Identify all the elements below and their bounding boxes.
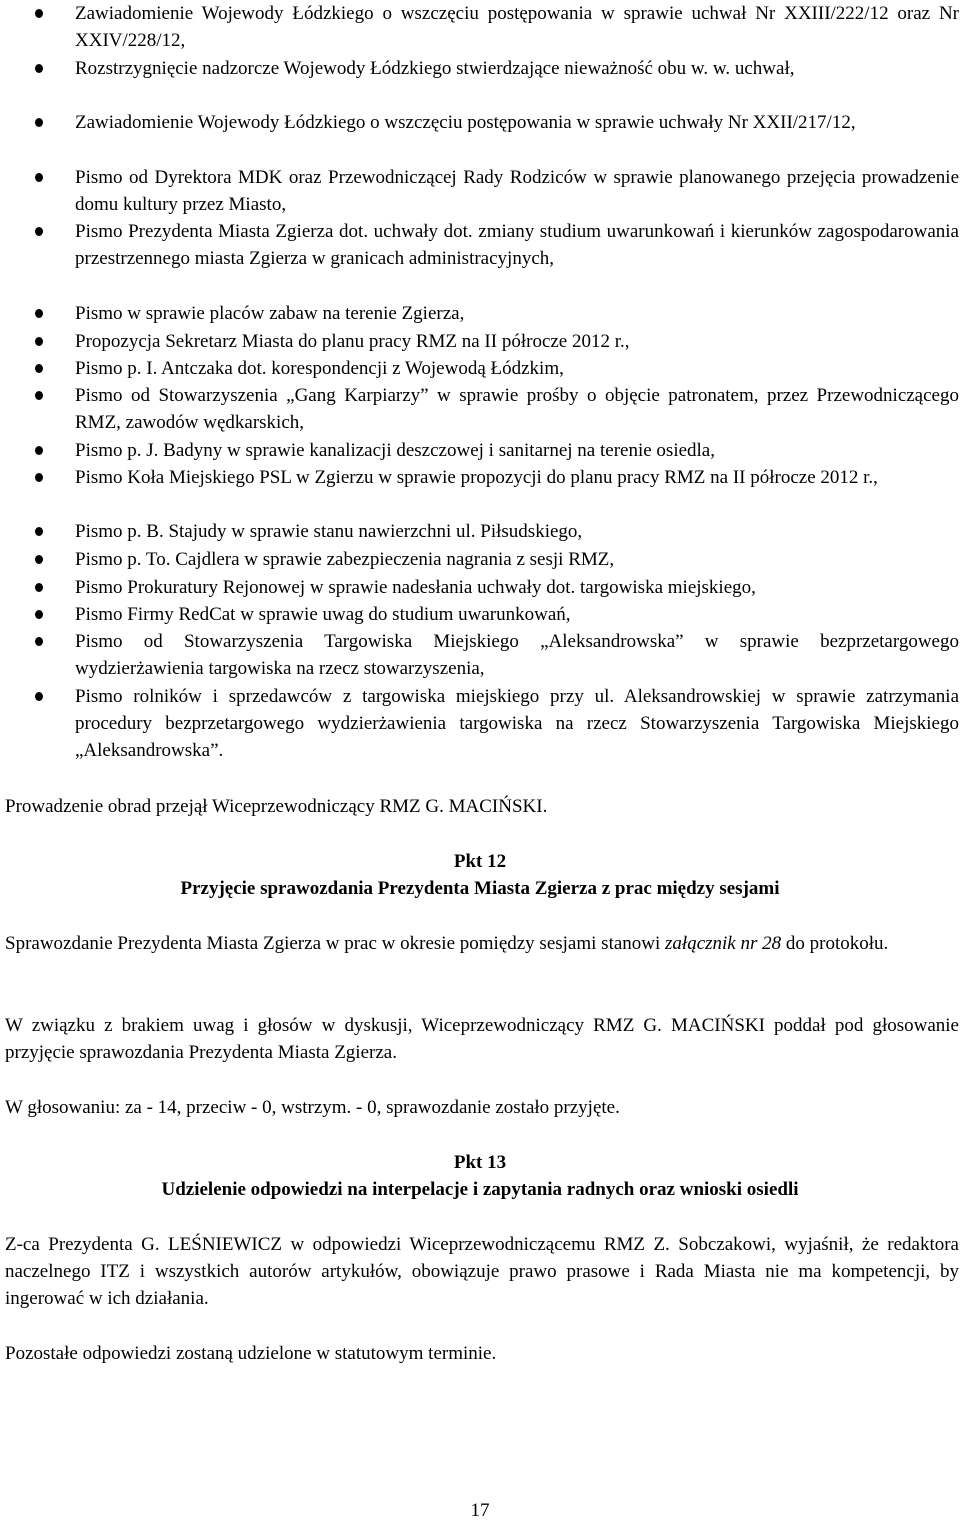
bullet-icon (35, 527, 43, 536)
report-text-end: do protokołu. (781, 933, 889, 954)
page-number: 17 (470, 1500, 490, 1521)
list-item: Pismo p. I. Antczaka dot. korespondencji z Wojewodą Łódzkim, (75, 355, 959, 382)
bullet-icon (35, 583, 43, 592)
list-item: Pismo p. To. Cajdlera w sprawie zabezpieczenia nagrania z sesji RMZ, (75, 546, 959, 573)
bullet-icon (35, 64, 43, 73)
list-item: Pismo p. J. Badyny w sprawie kanalizacji deszczowej i sanitarnej na terenie osiedla, (75, 437, 959, 464)
bullet-icon (35, 637, 43, 646)
bullet-icon (35, 555, 43, 564)
list-item: Pismo od Dyrektora MDK oraz Przewodniczącej Rady Rodziców w sprawie planowanego przejęcia prowadzenie domu kultury przez Miasto, (75, 164, 959, 218)
other-answers-paragraph: Pozostałe odpowiedzi zostaną udzielone w statutowym terminie. (5, 1343, 497, 1364)
pkt12-number: Pkt 12 (453, 851, 507, 872)
pkt12-title: Przyjęcie sprawozdania Prezydenta Miasta Zgierza z prac między sesjami (180, 878, 780, 899)
bullet-icon (35, 227, 43, 236)
vote-intro-paragraph: W związku z brakiem uwag i głosów w dyskusji, Wiceprzewodniczący RMZ G. MACIŃSKI poddał pod głosowanie przyjęcie sprawozdania Prezydenta Miasta Zgierza. (5, 1015, 959, 1063)
list-item: Pismo p. B. Stajudy w sprawie stanu nawierzchni ul. Piłsudskiego, (75, 518, 959, 545)
list-item: Pismo Prokuratury Rejonowej w sprawie nadesłania uchwały dot. targowiska miejskiego, (75, 574, 959, 601)
bullet-icon (35, 309, 43, 318)
answer-paragraph: Z-ca Prezydenta G. LEŚNIEWICZ w odpowiedzi Wiceprzewodniczącemu RMZ Z. Sobczakowi, wyjaśnił, że redaktora naczelnego ITZ i wszystkich autorów artykułów, obowiązuje prawo prasowe i Rada Miasta nie ma kompetencji, by ingerować w ich działania. (5, 1234, 959, 1309)
list-item: Pismo od Stowarzyszenia „Gang Karpiarzy” w sprawie prośby o objęcie patronatem, przez Przewodniczącego RMZ, zawodów wędkarskich, (75, 382, 959, 436)
chair-change-paragraph: Prowadzenie obrad przejął Wiceprzewodniczący RMZ G. MACIŃSKI. (5, 796, 548, 817)
list-item: Zawiadomienie Wojewody Łódzkiego o wszczęciu postępowania w sprawie uchwał Nr XXIII/222/12 oraz Nr XXIV/228/12, (75, 0, 959, 54)
bullet-icon (35, 391, 43, 400)
bullet-icon (35, 118, 43, 127)
bullet-icon (35, 337, 43, 346)
list-item: Pismo Firmy RedCat w sprawie uwag do studium uwarunkowań, (75, 601, 959, 628)
bullet-icon (35, 364, 43, 373)
list-item: Pismo w sprawie placów zabaw na terenie Zgierza, (75, 300, 959, 327)
list-item: Pismo od Stowarzyszenia Targowiska Miejskiego „Aleksandrowska” w sprawie bezprzetargowego wydzierżawienia targowiska na rzecz stowarzyszenia, (75, 628, 959, 682)
list-item: Pismo Prezydenta Miasta Zgierza dot. uchwały dot. zmiany studium uwarunkowań i kierunków zagospodarowania przestrzennego miasta Zgierza w granicach administracyjnych, (75, 218, 959, 272)
pkt13-number: Pkt 13 (453, 1152, 507, 1173)
list-item: Zawiadomienie Wojewody Łódzkiego o wszczęciu postępowania w sprawie uchwały Nr XXII/217/12, (75, 109, 959, 136)
bullet-icon (35, 9, 43, 18)
vote-result-paragraph: W głosowaniu: za - 14, przeciw - 0, wstrzym. - 0, sprawozdanie zostało przyjęte. (5, 1097, 620, 1118)
bullet-icon (35, 446, 43, 455)
list-item: Pismo rolników i sprzedawców z targowiska miejskiego przy ul. Aleksandrowskiej w sprawie zatrzymania procedury bezprzetargowego wydzierżawienia targowiska na rzecz Stowarzyszenia Targowiska Miejskiego „Aleksandrowska”. (75, 683, 959, 764)
bullet-icon (35, 610, 43, 619)
list-item: Pismo Koła Miejskiego PSL w Zgierzu w sprawie propozycji do planu pracy RMZ na II półrocze 2012 r., (75, 464, 959, 491)
bullet-icon (35, 692, 43, 701)
report-text: Sprawozdanie Prezydenta Miasta Zgierza w prac w okresie pomiędzy sesjami stanowi (5, 933, 666, 954)
list-item: Propozycja Sekretarz Miasta do planu pracy RMZ na II półrocze 2012 r., (75, 328, 959, 355)
attachment-reference: załącznik nr 28 (665, 933, 782, 954)
bullet-icon (35, 473, 43, 482)
report-paragraph (5, 930, 959, 957)
pkt13-title: Udzielenie odpowiedzi na interpelacje i zapytania radnych oraz wnioski osiedli (161, 1179, 799, 1200)
list-item: Rozstrzygnięcie nadzorcze Wojewody Łódzkiego stwierdzające nieważność obu w. w. uchwał, (75, 55, 959, 82)
bullet-icon (35, 173, 43, 182)
